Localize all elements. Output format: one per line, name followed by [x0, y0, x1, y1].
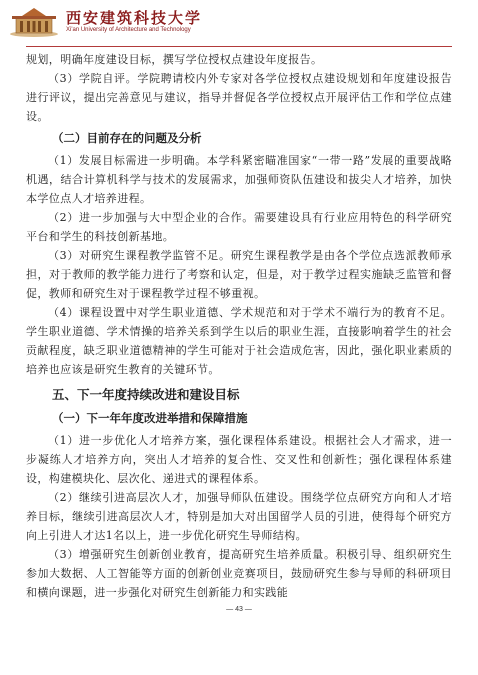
- paragraph-5: （3）对研究生课程教学监管不足。研究生课程教学是由各个学位点选派教师承担，对于教师的教学能力进行了考察和认定，但是，对于教学过程实施缺乏监管和督促，教师和研究生对于课程教学过程不够重视。: [26, 249, 452, 300]
- paragraph-4: （2）进一步加强与大中型企业的合作。需要建设具有行业应用特色的科学研究平台和学生的科技创新基地。: [26, 211, 452, 243]
- subsection-heading-1: （二）目前存在的问题及分析: [52, 131, 202, 145]
- university-name-en: Xi'an University of Architecture and Technology: [66, 27, 191, 33]
- university-name-cn: 西安建筑科技大学: [66, 9, 203, 27]
- paragraph-2: （3）学院自评。学院聘请校内外专家对各学位授权点建设规划和年度建设报告进行评议，提出完善意见与建议，指导并督促各学位授权点开展评估工作和学位点建设。: [26, 72, 452, 123]
- document-body: [26, 50, 452, 602]
- paragraph-6: （4）课程设置中对学生职业道德、学术规范和对于学术不端行为的教育不足。学生职业道德、学术情操的培养关系到学生以后的职业生涯，直接影响着学生的社会贡献程度，缺乏职业道德精神的学生可能对于社会造成危害，因此，强化职业素质的培养也应该是研究生教育的关键环节。: [26, 306, 452, 376]
- section-heading-5: 五、下一年度持续改进和建设目标: [52, 387, 240, 402]
- paragraph-7: （1）进一步优化人才培养方案，强化课程体系建设。根据社会人才需求，进一步凝练人才培养方向，突出人才培养的复合性、交叉性和创新性；强化课程体系建设，构建模块化、层次化、递进式的课程体系。: [26, 434, 452, 485]
- subsection-heading-2: （一）下一年年度改进举措和保障措施: [52, 411, 248, 425]
- university-emblem-icon: [8, 6, 60, 38]
- paragraph-8: （2）继续引进高层次人才，加强导师队伍建设。围绕学位点研究方向和人才培养目标，继续引进高层次人才，特别是加大对出国留学人员的引进，使得每个研究方向上引进人才达1名以上，进一步优化研究生导师结构。: [26, 491, 452, 542]
- paragraph-1: 规划，明确年度建设目标，撰写学位授权点建设年度报告。: [26, 53, 323, 66]
- header-logo: [8, 6, 202, 38]
- paragraph-3: （1）发展目标需进一步明确。本学科紧密瞄准国家“一带一路”发展的重要战略机遇，结合计算机科学与技术的发展需求，加强师资队伍建设和拔尖人才培养，加快本学位点人才培养进程。: [26, 154, 452, 205]
- page-number: — 43 —: [226, 606, 252, 613]
- header-rule: [26, 46, 452, 47]
- paragraph-9: （3）增强研究生创新创业教育，提高研究生培养质量。积极引导、组织研究生参加大数据、人工智能等方面的创新创业竞赛项目，鼓励研究生参与导师的科研项目和横向课题，进一步强化对研究生创新能力和实践能: [26, 548, 452, 599]
